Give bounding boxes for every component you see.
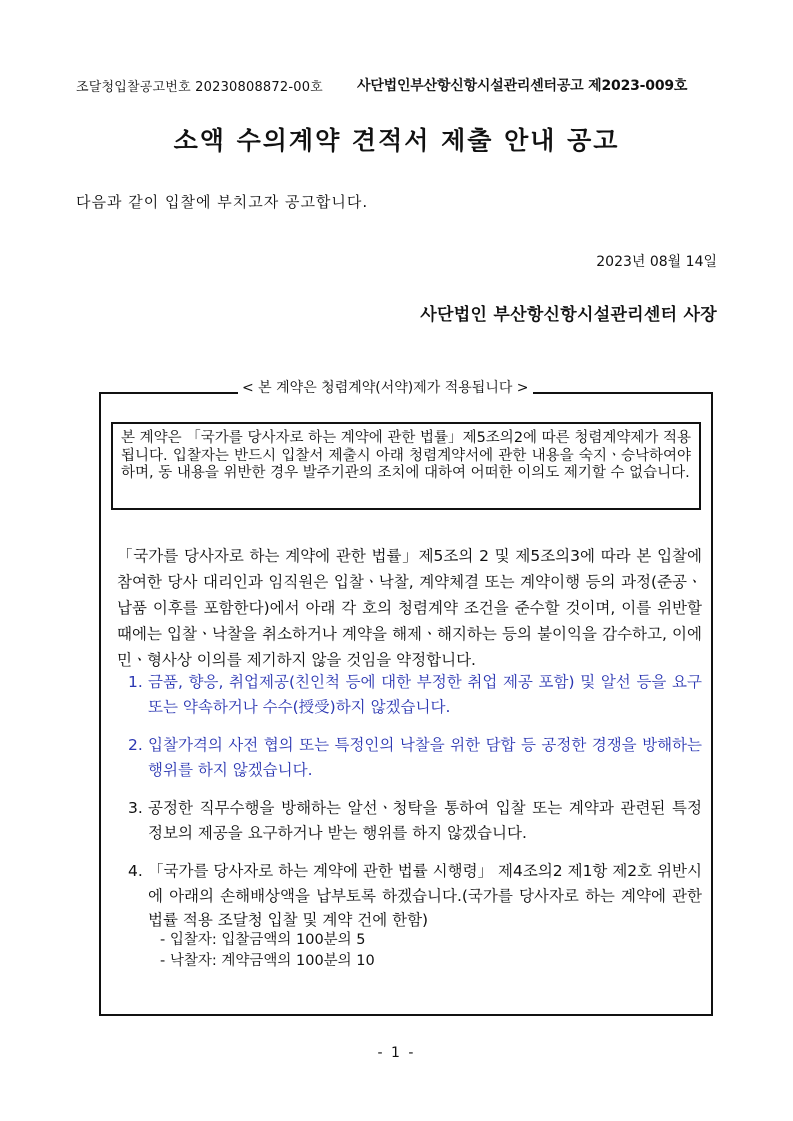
item-text: 입찰가격의 사전 협의 또는 특정인의 낙찰을 위한 담합 등 공정한 경쟁을 방해하는 행위를 하지 않겠습니다. bbox=[148, 736, 702, 779]
list-item bbox=[128, 733, 702, 782]
box-caption: < 본 계약은 청렴계약(서약)제가 적용됩니다 > bbox=[238, 377, 533, 397]
damages-bidder: - 입찰자: 입찰금액의 100분의 5 bbox=[160, 932, 366, 948]
damages-list bbox=[160, 930, 375, 972]
item-number: 3. bbox=[128, 799, 143, 817]
pledge-paragraph: 「국가를 당사자로 하는 계약에 관한 법률」제5조의 2 및 제5조의3에 따라 본 입찰에 참여한 당사 대리인과 임직원은 입찰ㆍ낙찰, 계약체결 또는 계약이행 등의 과정(준공ㆍ납품 이후를 포함한다)에서 아래 각 호의 청렴계약 조건을 준수할 것이며, 이를 위반할 때에는 입찰ㆍ낙찰을 취소하거나 계약을 해제ㆍ해지하는 등의 불이익을 감수하고, 이에 민ㆍ형사상 이의를 제기하지 않을 것임을 약정합니다. bbox=[117, 547, 702, 669]
document-title: 소액 수의계약 견적서 제출 안내 공고 bbox=[173, 126, 620, 155]
intro-text: 다음과 같이 입찰에 부치고자 공고합니다. bbox=[76, 193, 369, 211]
list-item bbox=[128, 859, 702, 933]
item-text: 금품, 향응, 취업제공(친인척 등에 대한 부정한 취업 제공 포함) 및 알선 등을 요구 또는 약속하거나 수수(授受)하지 않겠습니다. bbox=[148, 673, 702, 716]
integrity-notice: 본 계약은 「국가를 당사자로 하는 계약에 관한 법률」제5조의2에 따른 청렴계약제가 적용됩니다. 입찰자는 반드시 입찰서 제출시 아래 청렴계약서에 관한 내용을 숙지ㆍ승낙하여야 하며, 동 내용을 위반한 경우 발주기관의 조치에 대하여 어떠한 이의도 제기할 수 없습니다. bbox=[111, 422, 701, 510]
bid-notice-number: 조달청입찰공고번호 20230808872-00호 bbox=[76, 80, 323, 95]
item-number: 2. bbox=[128, 736, 143, 754]
pledge-items bbox=[128, 670, 702, 947]
damages-winner: - 낙찰자: 계약금액의 100분의 10 bbox=[160, 953, 375, 969]
page-number: - 1 - bbox=[377, 1045, 416, 1061]
notice-date: 2023년 08월 14일 bbox=[596, 254, 717, 270]
signer: 사단법인 부산항신항시설관리센터 사장 bbox=[420, 305, 717, 325]
list-item bbox=[128, 796, 702, 845]
agency-notice-number: 사단법인부산항신항시설관리센터공고 제2023-009호 bbox=[357, 78, 688, 94]
list-item bbox=[128, 670, 702, 719]
item-number: 1. bbox=[128, 673, 143, 691]
item-text: 「국가를 당사자로 하는 계약에 관한 법률 시행령」 제4조의2 제1항 제2호 위반시에 아래의 손해배상액을 납부토록 하겠습니다.(국가를 당사자로 하는 계약에 관한 법률 적용 조달청 입찰 및 계약 건에 한함) bbox=[148, 862, 702, 929]
item-text: 공정한 직무수행을 방해하는 알선ㆍ청탁을 통하여 입찰 또는 계약과 관련된 특정 정보의 제공을 요구하거나 받는 행위를 하지 않겠습니다. bbox=[148, 799, 702, 842]
item-number: 4. bbox=[128, 862, 143, 880]
